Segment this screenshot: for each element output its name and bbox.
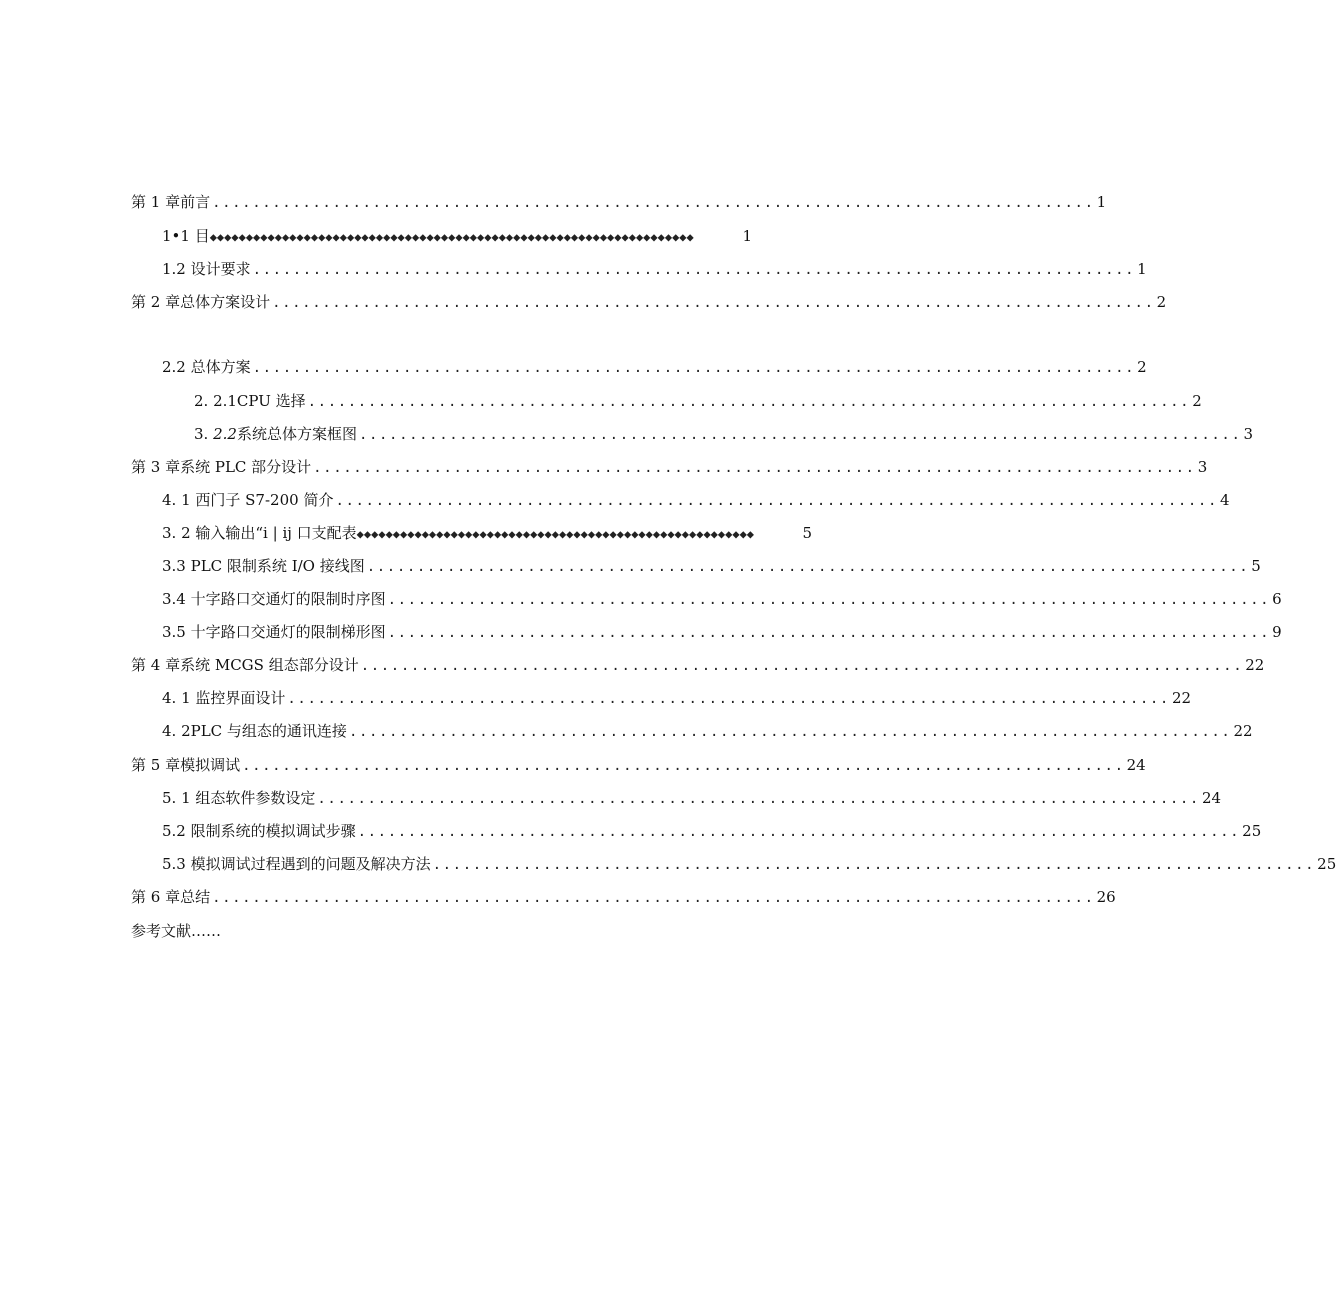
toc-entry-label: 参考文献…… xyxy=(131,922,222,940)
toc-entry-chapter-6[interactable] xyxy=(131,887,1116,908)
toc-entry-leader: ........................................................................................ xyxy=(242,758,1125,774)
toc-entry-label: 第 2 章总体方案设计 xyxy=(131,293,271,311)
toc-entry-label: 3.3 PLC 限制系统 I/O 接线图 xyxy=(162,557,365,575)
toc-entry-page: 22 xyxy=(1171,689,1192,707)
toc-entry-chapter-5[interactable] xyxy=(131,755,1146,776)
toc-entry-leader: ........................................................................................ xyxy=(252,262,1136,278)
toc-entry-label: 4. 1 西门子 S7-200 简介 xyxy=(162,491,334,509)
toc-entry-page: 5 xyxy=(802,524,812,542)
toc-entry-page: 4 xyxy=(1219,491,1230,509)
toc-entry-5-1[interactable] xyxy=(162,788,1222,809)
toc-entry-leader: ........................................................................................ xyxy=(212,195,1095,211)
toc-entry-label-italic: 2.2 xyxy=(213,425,237,443)
toc-entry-chapter-4[interactable] xyxy=(131,655,1265,676)
toc-entry-page: 9 xyxy=(1272,623,1282,641)
toc-entry-label: 第 3 章系统 PLC 部分设计 xyxy=(131,458,312,476)
toc-entry-leader: ........................................................................................ xyxy=(357,824,1241,840)
toc-entry-leader: ........................................................................................ xyxy=(360,658,1244,674)
toc-entry-leader: ........................................................................................ xyxy=(317,791,1200,807)
toc-entry-label: 1•1 目 xyxy=(162,227,210,245)
toc-entry-2-2[interactable] xyxy=(162,357,1147,378)
toc-entry-label: 5. 1 组态软件参数设定 xyxy=(162,789,316,807)
toc-entry-page: 2 xyxy=(1192,392,1202,410)
toc-entry-page: 3 xyxy=(1197,458,1208,476)
toc-entry-leader: ◆◆◆◆◆◆◆◆◆◆◆◆◆◆◆◆◆◆◆◆◆◆◆◆◆◆◆◆◆◆◆◆◆◆◆◆◆◆◆◆◆◆◆◆◆◆◆◆◆◆◆◆◆◆◆◆◆◆◆◆◆◆◆◆◆◆◆ xyxy=(209,230,694,244)
toc-entry-leader: ........................................................................................ xyxy=(212,890,1095,906)
toc-entry-chapter-1[interactable] xyxy=(131,192,1107,213)
toc-entry-leader: ........................................................................................ xyxy=(272,295,1155,311)
toc-entry-label: 第 1 章前言 xyxy=(131,193,211,211)
toc-entry-leader: ........................................................................................ xyxy=(348,724,1232,740)
toc-entry-label: 5.2 限制系统的模拟调试步骤 xyxy=(162,822,356,840)
toc-entry-label: 2.2 总体方案 xyxy=(162,358,251,376)
toc-entry-leader: ........................................................................................ xyxy=(335,493,1218,509)
toc-entry-label: 5.3 模拟调试过程遇到的问题及解决方法 xyxy=(162,855,431,873)
toc-entry-page: 22 xyxy=(1233,722,1253,740)
toc-entry-leader: ........................................................................................ xyxy=(387,592,1271,608)
toc-entry-3-2[interactable] xyxy=(162,523,812,544)
toc-entry-leader: ........................................................................................ xyxy=(432,857,1316,873)
toc-entry-page: 1 xyxy=(1137,260,1147,278)
toc-entry-references[interactable] xyxy=(131,921,431,941)
toc-entry-4-2[interactable] xyxy=(162,721,1253,742)
toc-entry-page: 25 xyxy=(1242,822,1262,840)
toc-entry-label: 4. 1 监控界面设计 xyxy=(162,689,286,707)
toc-entry-page: 3 xyxy=(1243,425,1254,443)
toc-entry-leader: ◆◆◆◆◆◆◆◆◆◆◆◆◆◆◆◆◆◆◆◆◆◆◆◆◆◆◆◆◆◆◆◆◆◆◆◆◆◆◆◆◆◆◆◆◆◆◆◆◆◆◆◆◆◆◆ xyxy=(356,527,755,541)
toc-entry-1-1[interactable] xyxy=(162,226,752,247)
toc-entry-3-4[interactable] xyxy=(162,589,1282,610)
toc-entry-page: 6 xyxy=(1272,590,1282,608)
toc-entry-5-3[interactable] xyxy=(162,854,1336,875)
toc-entry-label: 第 4 章系统 MCGS 组态部分设计 xyxy=(131,656,359,674)
toc-entry-4-1b[interactable] xyxy=(162,688,1192,709)
toc-entry-label: 3.4 十字路口交通灯的限制时序图 xyxy=(162,590,386,608)
toc-entry-label: 2. 2.1CPU 选择 xyxy=(194,392,306,410)
toc-entry-leader: ........................................................................................ xyxy=(287,691,1170,707)
toc-entry-label: 4. 2PLC 与组态的通讯连接 xyxy=(162,722,347,740)
toc-entry-label: 3. 2 输入输出“i | ij 口支配表 xyxy=(162,524,357,542)
toc-entry-page: 24 xyxy=(1126,756,1146,774)
toc-entry-page: 1 xyxy=(742,227,752,245)
toc-entry-label: 第 5 章模拟调试 xyxy=(131,756,241,774)
toc-entry-3-5[interactable] xyxy=(162,622,1282,643)
toc-entry-leader: ........................................................................................ xyxy=(366,559,1250,575)
toc-entry-label: 1.2 设计要求 xyxy=(162,260,251,278)
toc-entry-page: 1 xyxy=(1096,193,1107,211)
toc-entry-label-text: 系统总体方案框图 xyxy=(236,425,357,443)
toc-entry-5-2[interactable] xyxy=(162,821,1262,842)
toc-entry-chapter-3[interactable] xyxy=(131,457,1208,478)
toc-entry-page: 5 xyxy=(1251,557,1261,575)
toc-entry-3-3[interactable] xyxy=(162,556,1261,577)
toc-entry-2-2-2[interactable] xyxy=(194,424,1254,445)
toc-entry-page: 2 xyxy=(1156,293,1167,311)
toc-entry-leader: ........................................................................................ xyxy=(313,460,1196,476)
toc-entry-label: 3.5 十字路口交通灯的限制梯形图 xyxy=(162,623,386,641)
toc-entry-page: 24 xyxy=(1201,789,1222,807)
toc-entry-page: 2 xyxy=(1137,358,1147,376)
toc-entry-label-prefix: 3. xyxy=(194,425,214,443)
toc-entry-2-2-1[interactable] xyxy=(194,391,1202,412)
toc-entry-leader: ........................................................................................ xyxy=(358,427,1242,443)
toc-entry-leader: ........................................................................................ xyxy=(307,394,1191,410)
toc-entry-page: 25 xyxy=(1317,855,1336,873)
toc-entry-label: 第 6 章总结 xyxy=(131,888,211,906)
toc-entry-leader: ........................................................................................ xyxy=(252,360,1136,376)
toc-entry-4-1[interactable] xyxy=(162,490,1230,511)
toc-entry-page: 26 xyxy=(1096,888,1116,906)
toc-entry-label xyxy=(194,424,357,444)
toc-entry-1-2[interactable] xyxy=(162,259,1147,280)
toc-entry-chapter-2[interactable] xyxy=(131,292,1167,313)
toc-entry-page: 22 xyxy=(1245,656,1265,674)
toc-entry-leader: ........................................................................................ xyxy=(387,625,1271,641)
